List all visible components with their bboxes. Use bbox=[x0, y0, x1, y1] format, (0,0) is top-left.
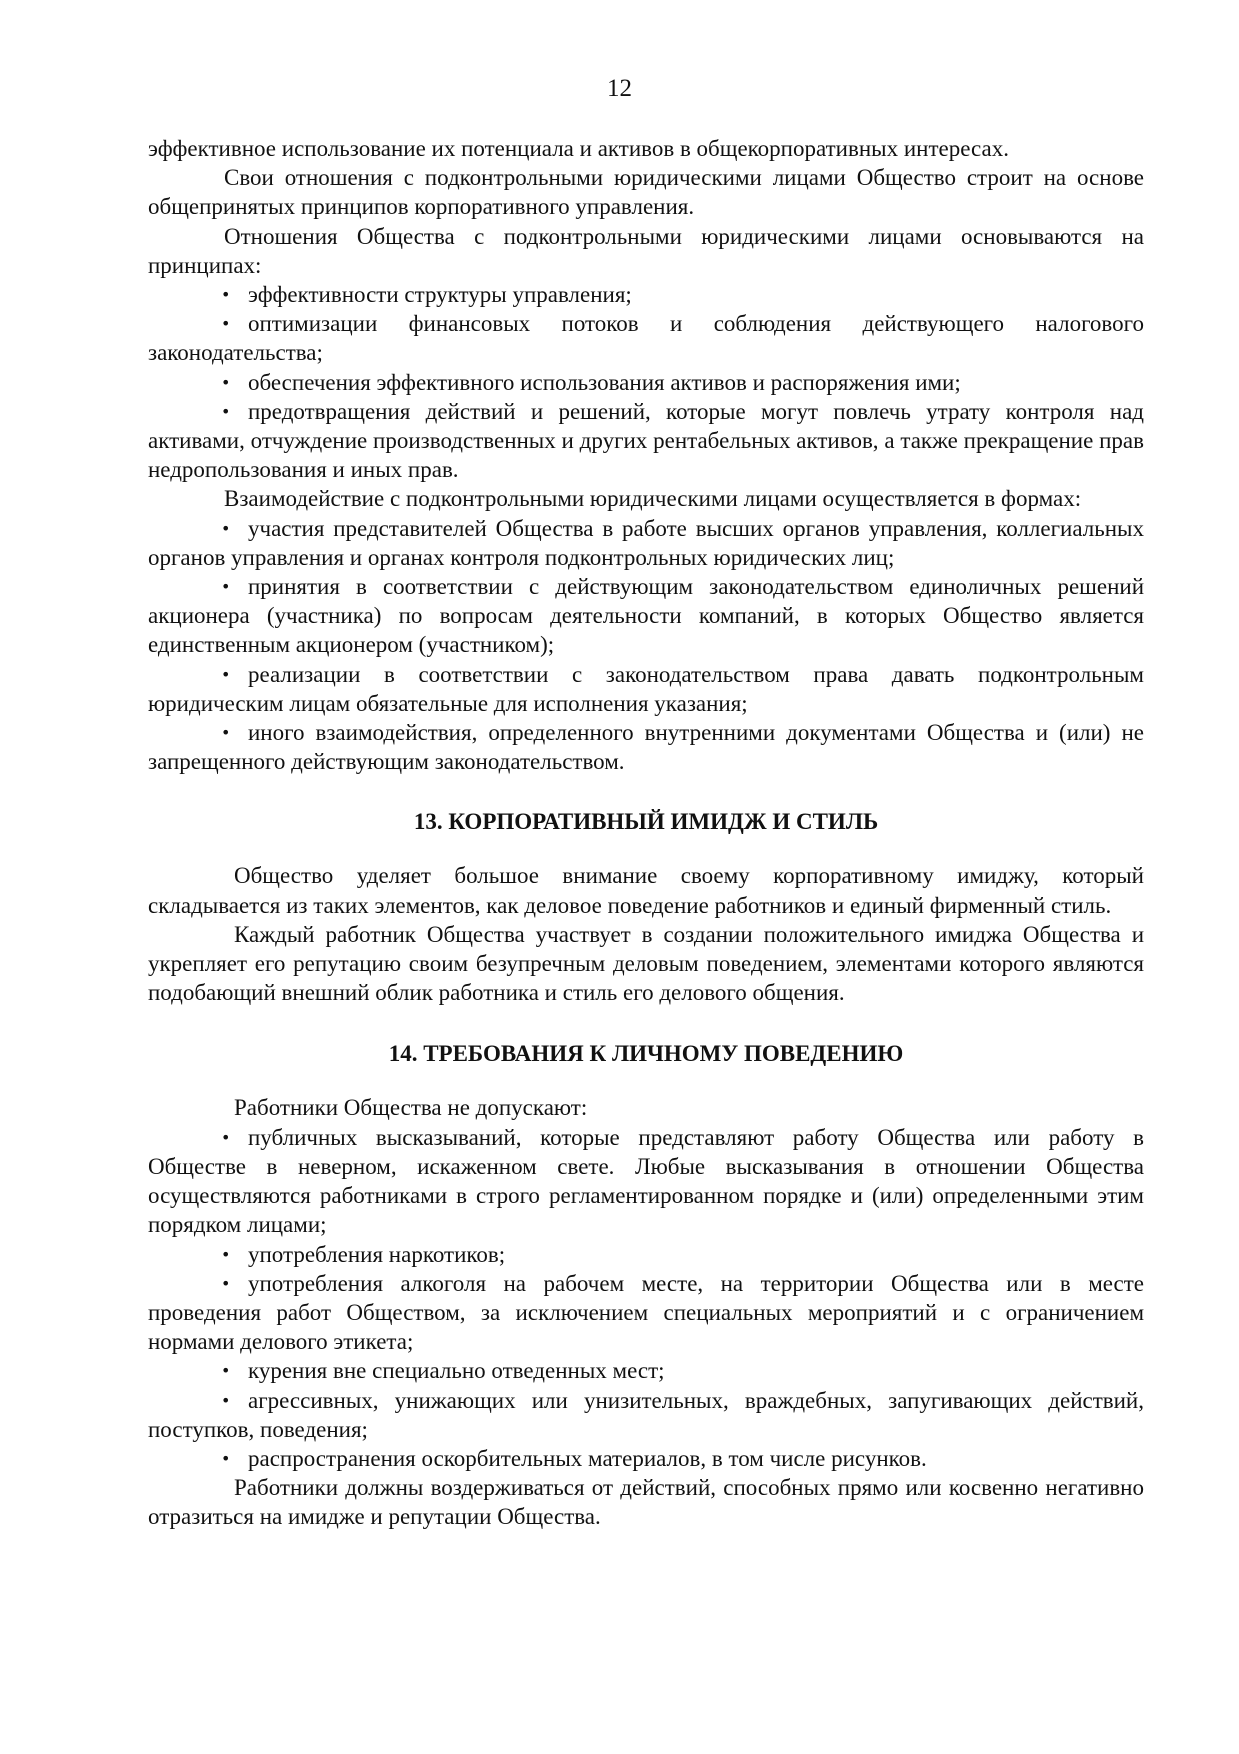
section-14-closing: Работники должны воздерживаться от действий, способных прямо или косвенно негативно отразиться на имидже и репутации Общества. bbox=[148, 1475, 1144, 1530]
list-item-text: употребления наркотиков; bbox=[248, 1241, 506, 1267]
list-item-text: участия представителей Общества в работе высших органов управления, коллегиальных органов управления и органах контроля подконтрольных юридических лиц; bbox=[148, 515, 1144, 570]
list-item-text: эффективности структуры управления; bbox=[248, 282, 632, 308]
bullet-icon: • bbox=[221, 314, 231, 334]
list-item-text: агрессивных, унижающих или унизительных, враждебных, запугивающих действий, поступков, поведения; bbox=[148, 1387, 1144, 1442]
list-item-text: публичных высказываний, которые представляют работу Общества или работу в Обществе в неверном, искаженном свете. Любые высказывания в отношении Общества осуществляются работниками в строго регламентированном порядке и (или) определенными этим порядком лицами; bbox=[148, 1124, 1144, 1238]
section-14-intro: Работники Общества не допускают: bbox=[234, 1095, 588, 1121]
list-item bbox=[148, 397, 1144, 485]
list-item bbox=[148, 309, 1144, 367]
intro-paragraph: Отношения Общества с подконтрольными юридическими лицами основываются на принципах: bbox=[148, 223, 1144, 278]
section-13-paragraph: Каждый работник Общества участвует в создании положительного имиджа Общества и укрепляет его репутацию своим безупречным деловым поведением, элементами которого являются подобающий внешний облик работника и стиль его делового общения. bbox=[148, 921, 1144, 1006]
bullet-icon: • bbox=[221, 1448, 231, 1468]
page-body bbox=[148, 134, 1144, 1532]
page-number: 12 bbox=[607, 75, 632, 102]
list-item-text: оптимизации финансовых потоков и соблюдения действующего налогового законодательства; bbox=[148, 311, 1144, 366]
list-item bbox=[148, 368, 1144, 397]
list-item bbox=[148, 280, 1144, 309]
bullet-icon: • bbox=[221, 1390, 231, 1410]
bullet-icon: • bbox=[221, 1127, 231, 1147]
section-13-paragraph: Общество уделяет большое внимание своему корпоративному имиджу, который складывается из таких элементов, как деловое поведение работников и единый фирменный стиль. bbox=[148, 863, 1144, 918]
list-item-text: принятия в соответствии с действующим законодательством единоличных решений акционера (участника) по вопросам деятельности компаний, в которых Общество является единственным акционером (участником); bbox=[148, 574, 1144, 658]
list-item-text: распространения оскорбительных материалов, в том числе рисунков. bbox=[248, 1445, 927, 1471]
section-14-heading: 14. ТРЕБОВАНИЯ К ЛИЧНОМУ ПОВЕДЕНИЮ bbox=[388, 1041, 904, 1067]
bullet-icon: • bbox=[221, 285, 231, 305]
principles-list bbox=[148, 280, 1144, 484]
list-item bbox=[148, 1123, 1144, 1240]
bullet-icon: • bbox=[221, 1361, 231, 1381]
bullet-icon: • bbox=[221, 518, 231, 538]
forms-list bbox=[148, 514, 1144, 777]
conduct-list bbox=[148, 1123, 1144, 1473]
bullet-icon: • bbox=[221, 577, 231, 597]
list-item bbox=[148, 1356, 1144, 1385]
list-item bbox=[148, 718, 1144, 776]
bullet-icon: • bbox=[221, 664, 231, 684]
bullet-icon: • bbox=[221, 372, 231, 392]
bullet-icon: • bbox=[221, 1244, 231, 1264]
list-item bbox=[148, 1444, 1144, 1473]
list-item bbox=[148, 660, 1144, 718]
forms-intro-paragraph: Взаимодействие с подконтрольными юридическими лицами осуществляется в формах: bbox=[224, 486, 1082, 512]
list-item-text: употребления алкоголя на рабочем месте, на территории Общества или в месте проведения работ Обществом, за исключением специальных мероприятий и с ограничением нормами делового этикета; bbox=[148, 1270, 1144, 1355]
section-13-heading: 13. КОРПОРАТИВНЫЙ ИМИДЖ И СТИЛЬ bbox=[413, 809, 879, 835]
list-item-text: реализации в соответствии с законодательством права давать подконтрольным юридическим лицам обязательные для исполнения указания; bbox=[148, 661, 1144, 716]
list-item-text: предотвращения действий и решений, которые могут повлечь утрату контроля над активами, отчуждение производственных и других рентабельных активов, а также прекращение прав недропользования и иных прав. bbox=[148, 398, 1144, 483]
bullet-icon: • bbox=[221, 1273, 231, 1293]
list-item-text: курения вне специально отведенных мест; bbox=[248, 1358, 665, 1384]
intro-paragraph: Свои отношения с подконтрольными юридическими лицами Общество строит на основе общепринятых принципов корпоративного управления. bbox=[148, 165, 1144, 220]
list-item bbox=[148, 514, 1144, 572]
list-item-text: иного взаимодействия, определенного внутренними документами Общества и (или) не запрещенного действующим законодательством. bbox=[148, 720, 1144, 775]
list-item bbox=[148, 1269, 1144, 1357]
list-item bbox=[148, 572, 1144, 660]
list-item-text: обеспечения эффективного использования активов и распоряжения ими; bbox=[248, 369, 961, 395]
intro-paragraph: эффективное использование их потенциала и активов в общекорпоративных интересах. bbox=[148, 136, 1009, 161]
bullet-icon: • bbox=[221, 401, 231, 421]
list-item bbox=[148, 1386, 1144, 1444]
list-item bbox=[148, 1240, 1144, 1269]
bullet-icon: • bbox=[221, 723, 231, 743]
